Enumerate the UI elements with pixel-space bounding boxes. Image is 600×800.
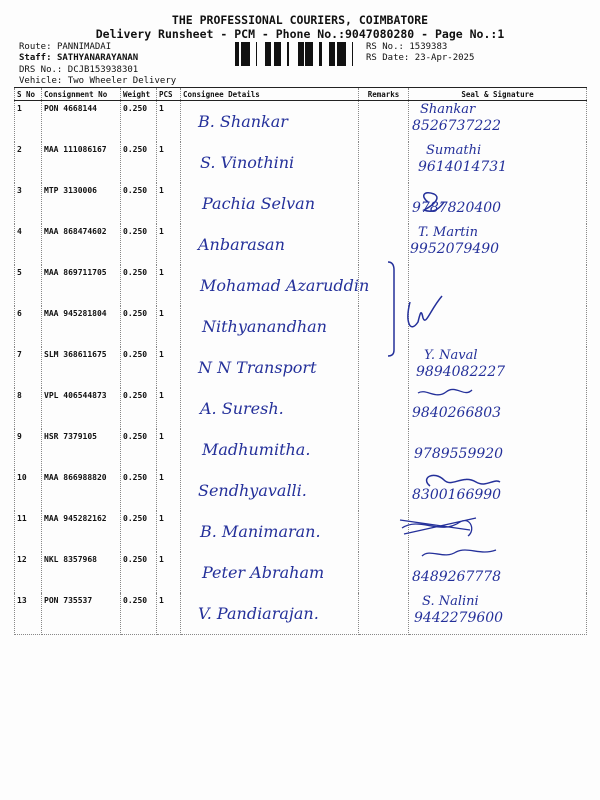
route-line: Route: PANNIMADAI	[19, 42, 112, 52]
cell-signature	[409, 306, 587, 347]
cell-weight: 0.250	[121, 511, 157, 552]
consignee-handwriting: N N Transport	[198, 358, 317, 377]
cell-consignment: MAA 945282162	[42, 511, 121, 552]
signature-handwriting: Shankar	[420, 102, 476, 117]
consignee-handwriting: Sendhyavalli.	[198, 481, 307, 500]
consignee-handwriting: Peter Abraham	[202, 563, 325, 582]
cell-remarks	[359, 347, 409, 388]
cell-weight: 0.250	[121, 142, 157, 183]
cell-sno: 5	[15, 265, 42, 306]
cell-sno: 1	[15, 101, 42, 143]
cell-weight: 0.250	[121, 388, 157, 429]
cell-consignment: MTP 3130006	[42, 183, 121, 224]
cell-weight: 0.250	[121, 265, 157, 306]
consignee-handwriting: B. Shankar	[198, 112, 288, 131]
cell-weight: 0.250	[121, 224, 157, 265]
cell-weight: 0.250	[121, 552, 157, 593]
cell-signature	[409, 265, 587, 306]
cell-weight: 0.250	[121, 306, 157, 347]
phone-handwriting: 9789559920	[414, 446, 504, 462]
cell-remarks	[359, 593, 409, 635]
cell-weight: 0.250	[121, 347, 157, 388]
cell-sno: 9	[15, 429, 42, 470]
phone-handwriting: 9787820400	[412, 200, 502, 216]
consignee-handwriting: Nithyanandhan	[202, 317, 327, 336]
cell-consignment: MAA 866988820	[42, 470, 121, 511]
cell-pcs: 1	[157, 388, 181, 429]
cell-weight: 0.250	[121, 101, 157, 143]
cell-sno: 8	[15, 388, 42, 429]
phone-handwriting: 8300166990	[412, 487, 502, 503]
cell-remarks	[359, 388, 409, 429]
signature-handwriting: S. Nalini	[422, 594, 479, 609]
phone-handwriting: 8526737222	[412, 118, 502, 134]
vehicle-line: Vehicle: Two Wheeler Delivery	[19, 76, 177, 86]
cell-sno: 2	[15, 142, 42, 183]
cell-consignment: VPL 406544873	[42, 388, 121, 429]
cell-remarks	[359, 183, 409, 224]
cell-sno: 7	[15, 347, 42, 388]
phone-handwriting: 9614014731	[418, 159, 508, 175]
cell-consignment: SLM 368611675	[42, 347, 121, 388]
runsheet-subtitle: Delivery Runsheet - PCM - Phone No.:9047080280 - Page No.:1	[95, 27, 505, 41]
rs-date-line: RS Date: 23-Apr-2025	[366, 53, 475, 63]
col-consignment: Consignment No	[42, 88, 121, 101]
table-row	[15, 224, 587, 265]
cell-consignment: PON 735537	[42, 593, 121, 635]
cell-remarks	[359, 101, 409, 143]
cell-consignment: MAA 945281804	[42, 306, 121, 347]
cell-remarks	[359, 429, 409, 470]
col-remarks: Remarks	[359, 88, 409, 101]
cell-remarks	[359, 306, 409, 347]
cell-remarks	[359, 142, 409, 183]
cell-pcs: 1	[157, 224, 181, 265]
consignee-handwriting: Mohamad Azaruddin	[200, 276, 370, 295]
cell-sno: 12	[15, 552, 42, 593]
cell-consignment: MAA 869711705	[42, 265, 121, 306]
col-sno: S No	[15, 88, 42, 101]
col-weight: Weight	[121, 88, 157, 101]
cell-sno: 10	[15, 470, 42, 511]
phone-handwriting: 9894082227	[416, 364, 506, 380]
cell-signature	[409, 511, 587, 552]
consignee-handwriting: Madhumitha.	[202, 440, 311, 459]
signature-handwriting: T. Martin	[418, 225, 479, 240]
staff-line: Staff: SATHYANARAYANAN	[19, 53, 139, 63]
cell-pcs: 1	[157, 306, 181, 347]
col-signature: Seal & Signature	[409, 88, 587, 101]
consignee-handwriting: V. Pandiarajan.	[198, 604, 319, 623]
phone-handwriting: 9442279600	[414, 610, 504, 626]
cell-sno: 4	[15, 224, 42, 265]
cell-remarks	[359, 552, 409, 593]
col-consignee: Consignee Details	[181, 88, 359, 101]
phone-handwriting: 8489267778	[412, 569, 502, 585]
cell-consignment: PON 4668144	[42, 101, 121, 143]
cell-pcs: 1	[157, 470, 181, 511]
cell-consignment: MAA 868474602	[42, 224, 121, 265]
cell-pcs: 1	[157, 593, 181, 635]
signature-handwriting: Y. Naval	[424, 348, 478, 363]
cell-sno: 11	[15, 511, 42, 552]
cell-pcs: 1	[157, 265, 181, 306]
cell-consignment: MAA 111086167	[42, 142, 121, 183]
rs-no-line: RS No.: 1539383	[366, 42, 448, 52]
cell-consignment: HSR 7379105	[42, 429, 121, 470]
phone-handwriting: 9952079490	[410, 241, 500, 257]
cell-sno: 3	[15, 183, 42, 224]
cell-pcs: 1	[157, 552, 181, 593]
cell-pcs: 1	[157, 347, 181, 388]
cell-pcs: 1	[157, 142, 181, 183]
phone-handwriting: 9840266803	[412, 405, 502, 421]
signature-handwriting: Sumathi	[426, 143, 482, 158]
cell-pcs: 1	[157, 429, 181, 470]
consignee-handwriting: A. Suresh.	[200, 399, 284, 418]
barcode-icon	[235, 42, 357, 66]
cell-sno: 13	[15, 593, 42, 635]
col-pcs: PCS	[157, 88, 181, 101]
cell-weight: 0.250	[121, 429, 157, 470]
cell-remarks	[359, 511, 409, 552]
cell-pcs: 1	[157, 183, 181, 224]
consignee-handwriting: Pachia Selvan	[202, 194, 316, 213]
cell-pcs: 1	[157, 511, 181, 552]
drs-line: DRS No.: DCJB153938301	[19, 65, 139, 75]
cell-consignment: NKL 8357968	[42, 552, 121, 593]
company-title: THE PROFESSIONAL COURIERS, COIMBATORE	[171, 13, 429, 27]
consignee-handwriting: S. Vinothini	[200, 153, 295, 172]
cell-weight: 0.250	[121, 470, 157, 511]
consignee-handwriting: B. Manimaran.	[200, 522, 321, 541]
cell-weight: 0.250	[121, 593, 157, 635]
cell-sno: 6	[15, 306, 42, 347]
cell-weight: 0.250	[121, 183, 157, 224]
cell-remarks	[359, 224, 409, 265]
table-header-row	[15, 88, 587, 101]
cell-remarks	[359, 470, 409, 511]
consignee-handwriting: Anbarasan	[198, 235, 285, 254]
cell-pcs: 1	[157, 101, 181, 143]
